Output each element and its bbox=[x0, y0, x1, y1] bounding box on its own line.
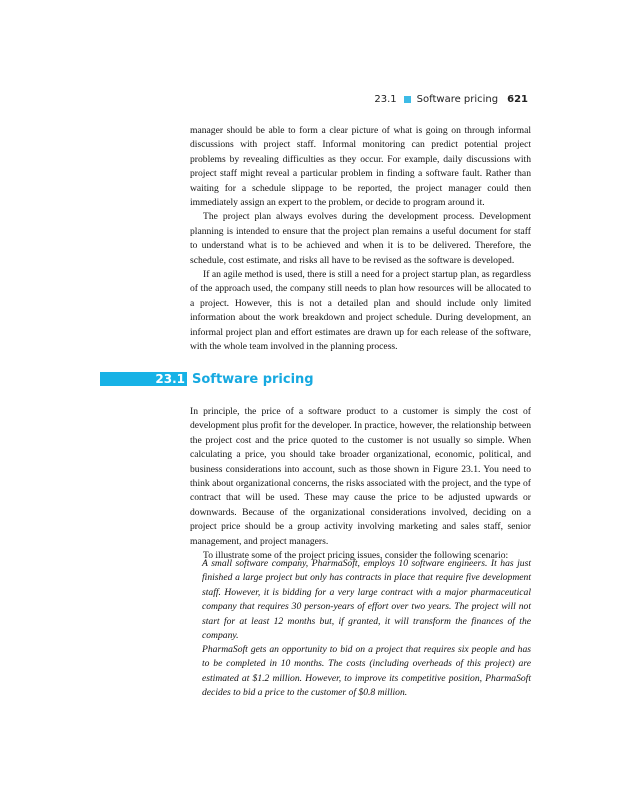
intro-text bbox=[190, 124, 531, 355]
section-number-bar bbox=[100, 372, 187, 386]
section-paragraph: In principle, the price of a software product to a customer is simply the cost of development plus profit for the developer. In practice, however, the relationship between the project cost and the price quoted to the customer is not usually so simple. When calculating a price, you should take broader organizational, economic, political, and business considerations into account, such as those shown in Figure 23.1. You need to think about organizational concerns, the risks associated with the project, and the type of contract that will be used. These may cause the price to be adjusted upwards or downwards. Because of the organizational considerations involved, deciding on a project price should be a group activity involving marketing and sales staff, senior management, and project managers. bbox=[190, 406, 531, 547]
header-section-number: 23.1 bbox=[374, 94, 397, 105]
header-square-icon bbox=[404, 96, 411, 103]
scenario-block bbox=[202, 643, 531, 701]
intro-paragraph: If an agile method is used, there is still a need for a project startup plan, as regardless of the approach used, the company still needs to plan how resources will be allocated to a project. However, this is not a detailed plan and should include only limited information about the work breakdown and project schedule. During development, an informal project plan and effort estimates are drawn up for each release of the software, with the whole team involved in the planning process. bbox=[190, 269, 531, 353]
header-section-title: Software pricing bbox=[416, 94, 499, 105]
section-text bbox=[190, 405, 531, 563]
scenario-paragraph: A small software company, PharmaSoft, employs 10 software engineers. It has just finished a large project but only has contracts in place that require five development staff. However, it is bidding for a very large contract with a major pharmaceutical company that requires 30 person-years of effort over two years. The project will not start for at least 12 months but, if granted, it will transform the finances of the company. bbox=[202, 558, 531, 642]
intro-paragraph: The project plan always evolves during the development process. Development planning is intended to ensure that the project plan remains a useful document for staff to understand what is to be achieved and when it is to be delivered. Therefore, the schedule, cost estimate, and risks all have to be revised as the software is developed. bbox=[190, 211, 531, 266]
scenario-paragraph: PharmaSoft gets an opportunity to bid on a project that requires six people and has to be completed in 10 months. The costs (including overheads of this project) are estimated at $1.2 million. However, to improve its competitive position, PharmaSoft decides to bid a price to the customer of $0.8 million. bbox=[202, 644, 531, 699]
section-number: 23.1 bbox=[155, 372, 185, 386]
running-header bbox=[374, 94, 528, 105]
page-number: 621 bbox=[507, 94, 528, 105]
scenario-block bbox=[202, 557, 531, 643]
section-title: Software pricing bbox=[192, 371, 314, 387]
intro-paragraph: manager should be able to form a clear picture of what is going on through informal discussions with project staff. Informal monitoring can predict potential project problems by revealing difficulties as they occur. For example, daily discussions with project staff might reveal a particular problem in finding a software fault. Rather than waiting for a schedule slippage to be reported, the project manager could then immediately assign an expert to the problem, or decide to program around it. bbox=[190, 125, 531, 209]
section-paragraph: To illustrate some of the project pricing issues, consider the following scenario: bbox=[203, 550, 509, 562]
section-heading bbox=[100, 370, 314, 388]
